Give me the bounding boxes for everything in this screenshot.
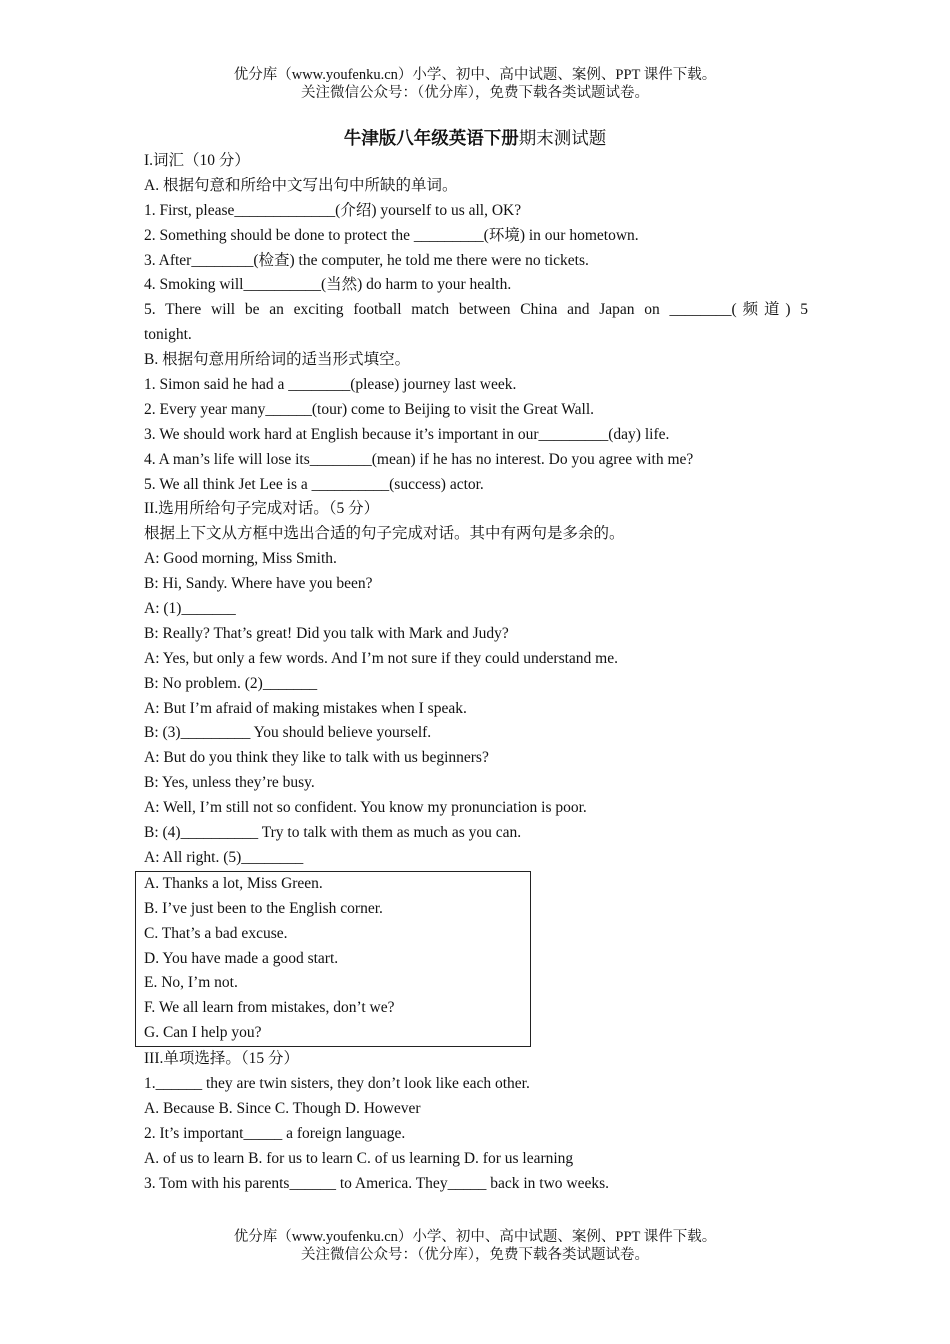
dialogue-line: B: No problem. (2)_______	[144, 674, 318, 692]
section-1a-instruction: A. 根据句意和所给中文写出句中所缺的单词。	[144, 176, 458, 194]
header-line-1: 优分库（www.youfenku.cn）小学、初中、高中试题、案例、PPT 课件下载。	[233, 67, 717, 83]
section-1b-instruction: B. 根据句意用所给词的适当形式填空。	[144, 351, 411, 369]
question-item: 2. Something should be done to protect the _________(环境) in our hometown.	[144, 226, 639, 244]
dialogue-line: B: (4)__________ Try to talk with them as much as you can.	[144, 824, 522, 842]
section-1-heading: I.词汇（10 分）	[144, 152, 250, 169]
option-item: D. You have made a good start.	[144, 949, 339, 967]
option-item: B. I’ve just been to the English corner.	[144, 899, 383, 917]
exam-content	[144, 149, 808, 1196]
question-item: 2. Every year many______(tour) come to Beijing to visit the Great Wall.	[144, 400, 595, 418]
page-header	[0, 66, 950, 102]
dialogue-line: B: (3)_________ You should believe yourself.	[144, 724, 432, 742]
title-normal: 期末测试题	[518, 128, 607, 148]
option-item: A. Thanks a lot, Miss Green.	[144, 874, 323, 892]
dialogue-line: B: Really? That’s great! Did you talk with Mark and Judy?	[144, 624, 509, 642]
question-item: 1. Simon said he had a ________(please) journey last week.	[144, 376, 517, 394]
question-item: 2. It’s important_____ a foreign language.	[144, 1124, 406, 1142]
question-item: 1.______ they are twin sisters, they don’t look like each other.	[144, 1074, 530, 1092]
footer-line-1: 优分库（www.youfenku.cn）小学、初中、高中试题、案例、PPT 课件下载。	[233, 1229, 717, 1245]
answer-choices: A. Because B. Since C. Though D. However	[144, 1099, 421, 1117]
options-box	[135, 871, 531, 1047]
section-3-heading: III.单项选择。（15 分）	[144, 1050, 299, 1068]
section-2-instruction: 根据上下文从方框中选出合适的句子完成对话。其中有两句是多余的。	[144, 525, 625, 543]
header-line-2: 关注微信公众号：（优分库），免费下载各类试题试卷。	[301, 85, 649, 101]
option-item: E. No, I’m not.	[144, 974, 238, 992]
dialogue-line: A: Good morning, Miss Smith.	[144, 550, 337, 568]
title-bold: 牛津版八年级英语下册	[343, 128, 519, 148]
option-item: F. We all learn from mistakes, don’t we?	[144, 999, 395, 1017]
dialogue-line: B: Yes, unless they’re busy.	[144, 774, 315, 792]
option-item: C. That’s a bad excuse.	[144, 924, 288, 942]
question-item-continued: tonight.	[144, 326, 192, 344]
question-item: 5. We all think Jet Lee is a __________(success) actor.	[144, 475, 484, 493]
option-item: G. Can I help you?	[144, 1024, 262, 1042]
dialogue-line: A: But do you think they like to talk with us beginners?	[144, 749, 489, 767]
question-item: 3. Tom with his parents______ to America. They_____ back in two weeks.	[144, 1174, 609, 1192]
answer-choices: A. of us to learn B. for us to learn C. of us learning D. for us learning	[144, 1149, 574, 1167]
dialogue-line: A: Yes, but only a few words. And I’m not sure if they could understand me.	[144, 649, 618, 667]
dialogue-line: A: Well, I’m still not so confident. You know my pronunciation is poor.	[144, 799, 587, 817]
page-title	[0, 125, 950, 150]
question-item: 3. We should work hard at English because it’s important in our_________(day) life.	[144, 425, 670, 443]
dialogue-line: B: Hi, Sandy. Where have you been?	[144, 575, 373, 593]
question-item: 1. First, please_____________(介绍) yourself to us all, OK?	[144, 201, 522, 219]
dialogue-line: A: (1)_______	[144, 600, 236, 618]
page-footer	[0, 1228, 950, 1264]
question-item: 4. Smoking will__________(当然) do harm to your health.	[144, 276, 512, 294]
dialogue-line: A: But I’m afraid of making mistakes when I speak.	[144, 699, 467, 717]
section-2-heading: II.选用所给句子完成对话。（5 分）	[144, 500, 380, 518]
question-item: 5. There will be an exciting football match between China and Japan on ________(频道) 5	[144, 301, 808, 319]
footer-line-2: 关注微信公众号：（优分库），免费下载各类试题试卷。	[301, 1247, 649, 1263]
question-item: 4. A man’s life will lose its________(mean) if he has no interest. Do you agree with me?	[144, 450, 694, 468]
question-item: 3. After________(检查) the computer, he told me there were no tickets.	[144, 251, 589, 269]
dialogue-line: A: All right. (5)________	[144, 848, 304, 866]
